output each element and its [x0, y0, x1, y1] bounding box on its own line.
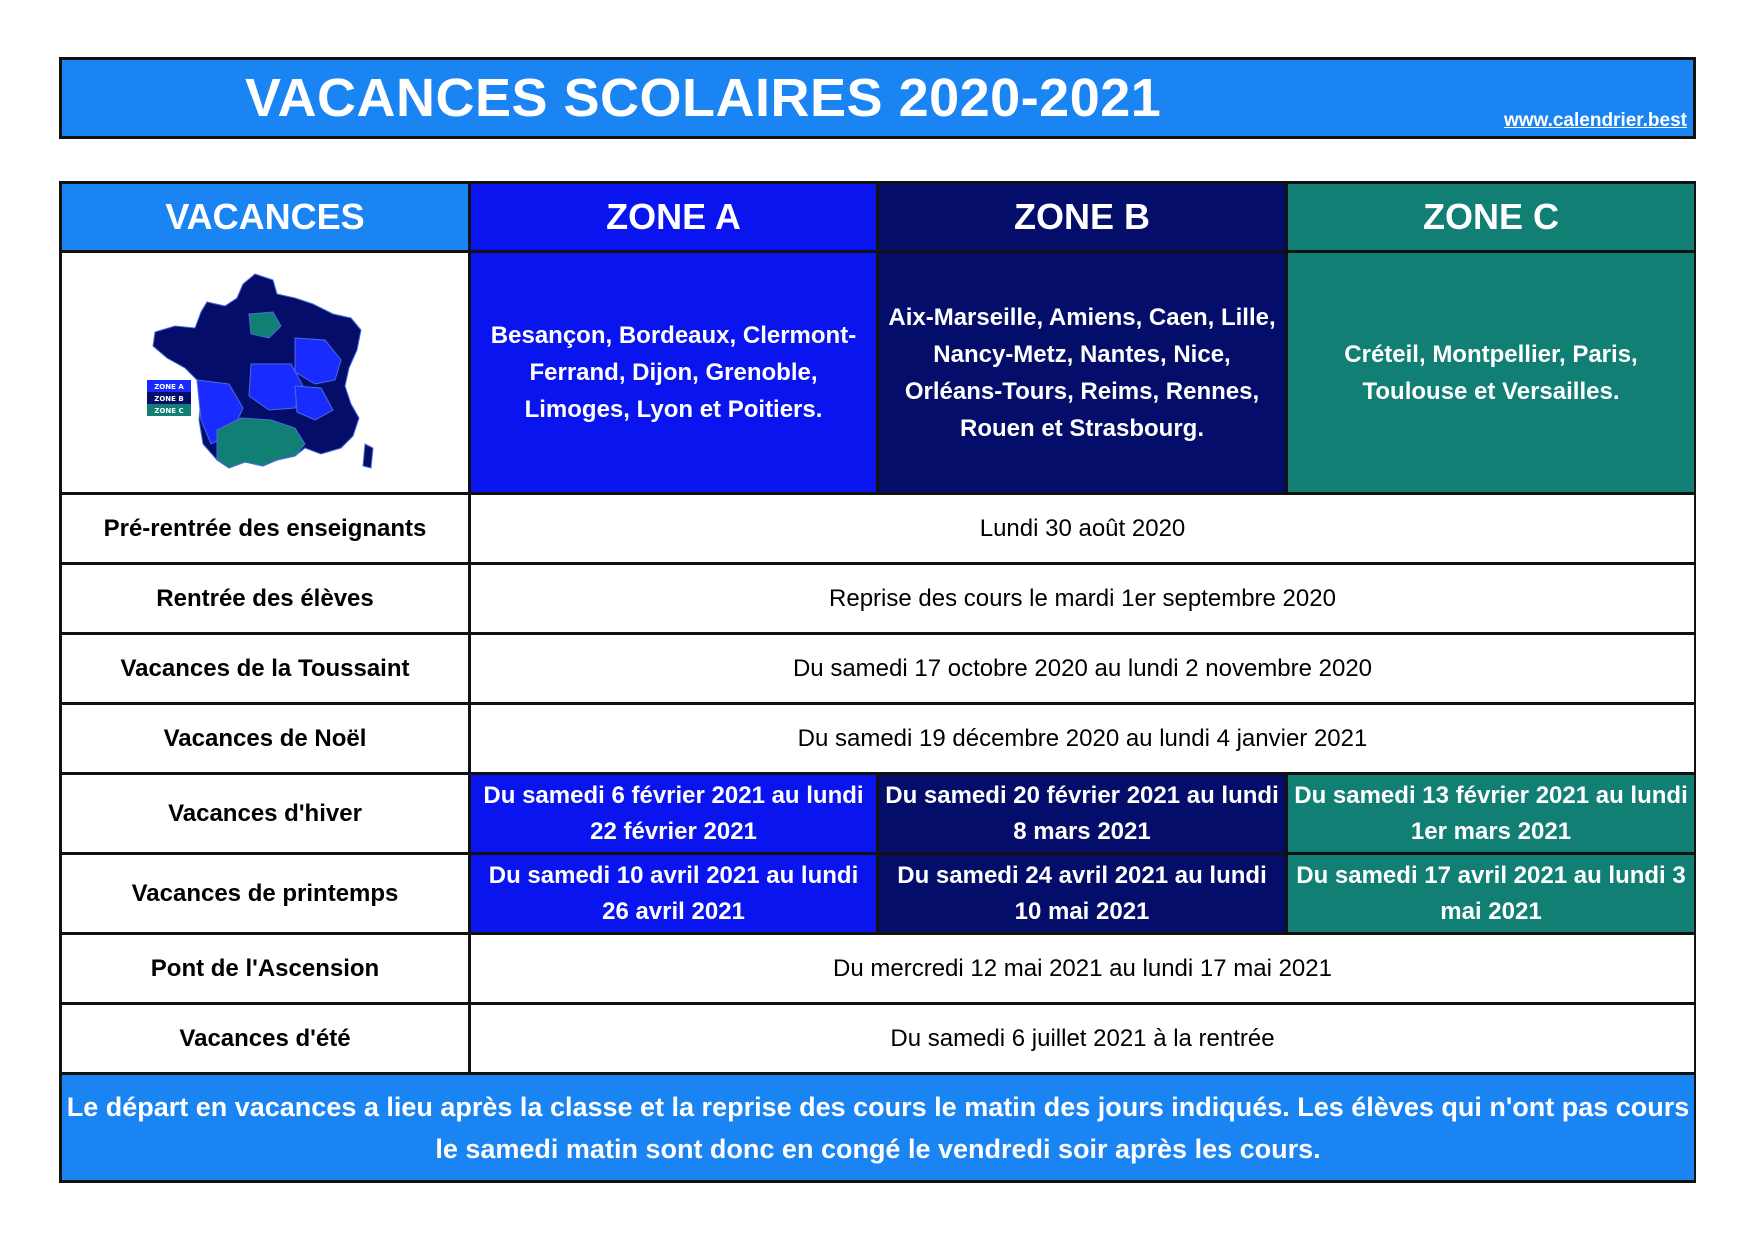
legend-zone-a: ZONE A — [154, 382, 184, 391]
legend-zone-b: ZONE B — [154, 394, 184, 403]
header-zone-a: ZONE A — [471, 184, 876, 250]
spring-zone-a-date: Du samedi 10 avril 2021 au lundi 26 avril 2021 — [471, 855, 876, 932]
academies-zone-b: Aix-Marseille, Amiens, Caen, Lille, Nancy-Metz, Nantes, Nice, Orléans-Tours, Reims, Rennes, Rouen et Strasbourg. — [879, 253, 1285, 492]
title-banner — [59, 57, 1696, 139]
row-label: Pré-rentrée des enseignants — [62, 495, 468, 562]
header-zone-c: ZONE C — [1288, 184, 1694, 250]
row-date-all-zones: Du mercredi 12 mai 2021 au lundi 17 mai 2021 — [471, 935, 1694, 1002]
row-date-all-zones: Du samedi 19 décembre 2020 au lundi 4 janvier 2021 — [471, 705, 1694, 772]
row-date-all-zones: Du samedi 17 octobre 2020 au lundi 2 novembre 2020 — [471, 635, 1694, 702]
legend-zone-c: ZONE C — [154, 406, 184, 415]
page-title: VACANCES SCOLAIRES 2020-2021 — [245, 68, 1162, 128]
row-label: Vacances d'été — [62, 1005, 468, 1072]
academies-zone-a: Besançon, Bordeaux, Clermont-Ferrand, Dijon, Grenoble, Limoges, Lyon et Poitiers. — [471, 253, 876, 492]
footer-note: Le départ en vacances a lieu après la classe et la reprise des cours le matin des jours indiqués. Les élèves qui n'ont pas cours le samedi matin sont donc en congé le vendredi soir après les cours. — [62, 1075, 1694, 1180]
row-label: Rentrée des élèves — [62, 565, 468, 632]
header-zone-b: ZONE B — [879, 184, 1285, 250]
row-label: Vacances de Noël — [62, 705, 468, 772]
row-label: Vacances de la Toussaint — [62, 635, 468, 702]
winter-zone-b-date: Du samedi 20 février 2021 au lundi 8 mars 2021 — [879, 775, 1285, 852]
row-date-all-zones: Reprise des cours le mardi 1er septembre 2020 — [471, 565, 1694, 632]
row-label: Vacances d'hiver — [62, 775, 468, 852]
row-label: Pont de l'Ascension — [62, 935, 468, 1002]
row-date-all-zones: Lundi 30 août 2020 — [471, 495, 1694, 562]
header-vacances: VACANCES — [62, 184, 468, 250]
winter-zone-c-date: Du samedi 13 février 2021 au lundi 1er mars 2021 — [1288, 775, 1694, 852]
row-label: Vacances de printemps — [62, 855, 468, 932]
spring-zone-c-date: Du samedi 17 avril 2021 au lundi 3 mai 2021 — [1288, 855, 1694, 932]
website-link[interactable]: www.calendrier.best — [1503, 110, 1687, 131]
holidays-table — [59, 181, 1696, 1183]
row-date-all-zones: Du samedi 6 juillet 2021 à la rentrée — [471, 1005, 1694, 1072]
winter-zone-a-date: Du samedi 6 février 2021 au lundi 22 février 2021 — [471, 775, 876, 852]
france-map-icon — [145, 268, 385, 478]
france-zone-map — [62, 253, 468, 492]
academies-zone-c: Créteil, Montpellier, Paris, Toulouse et Versailles. — [1288, 253, 1694, 492]
spring-zone-b-date: Du samedi 24 avril 2021 au lundi 10 mai 2021 — [879, 855, 1285, 932]
